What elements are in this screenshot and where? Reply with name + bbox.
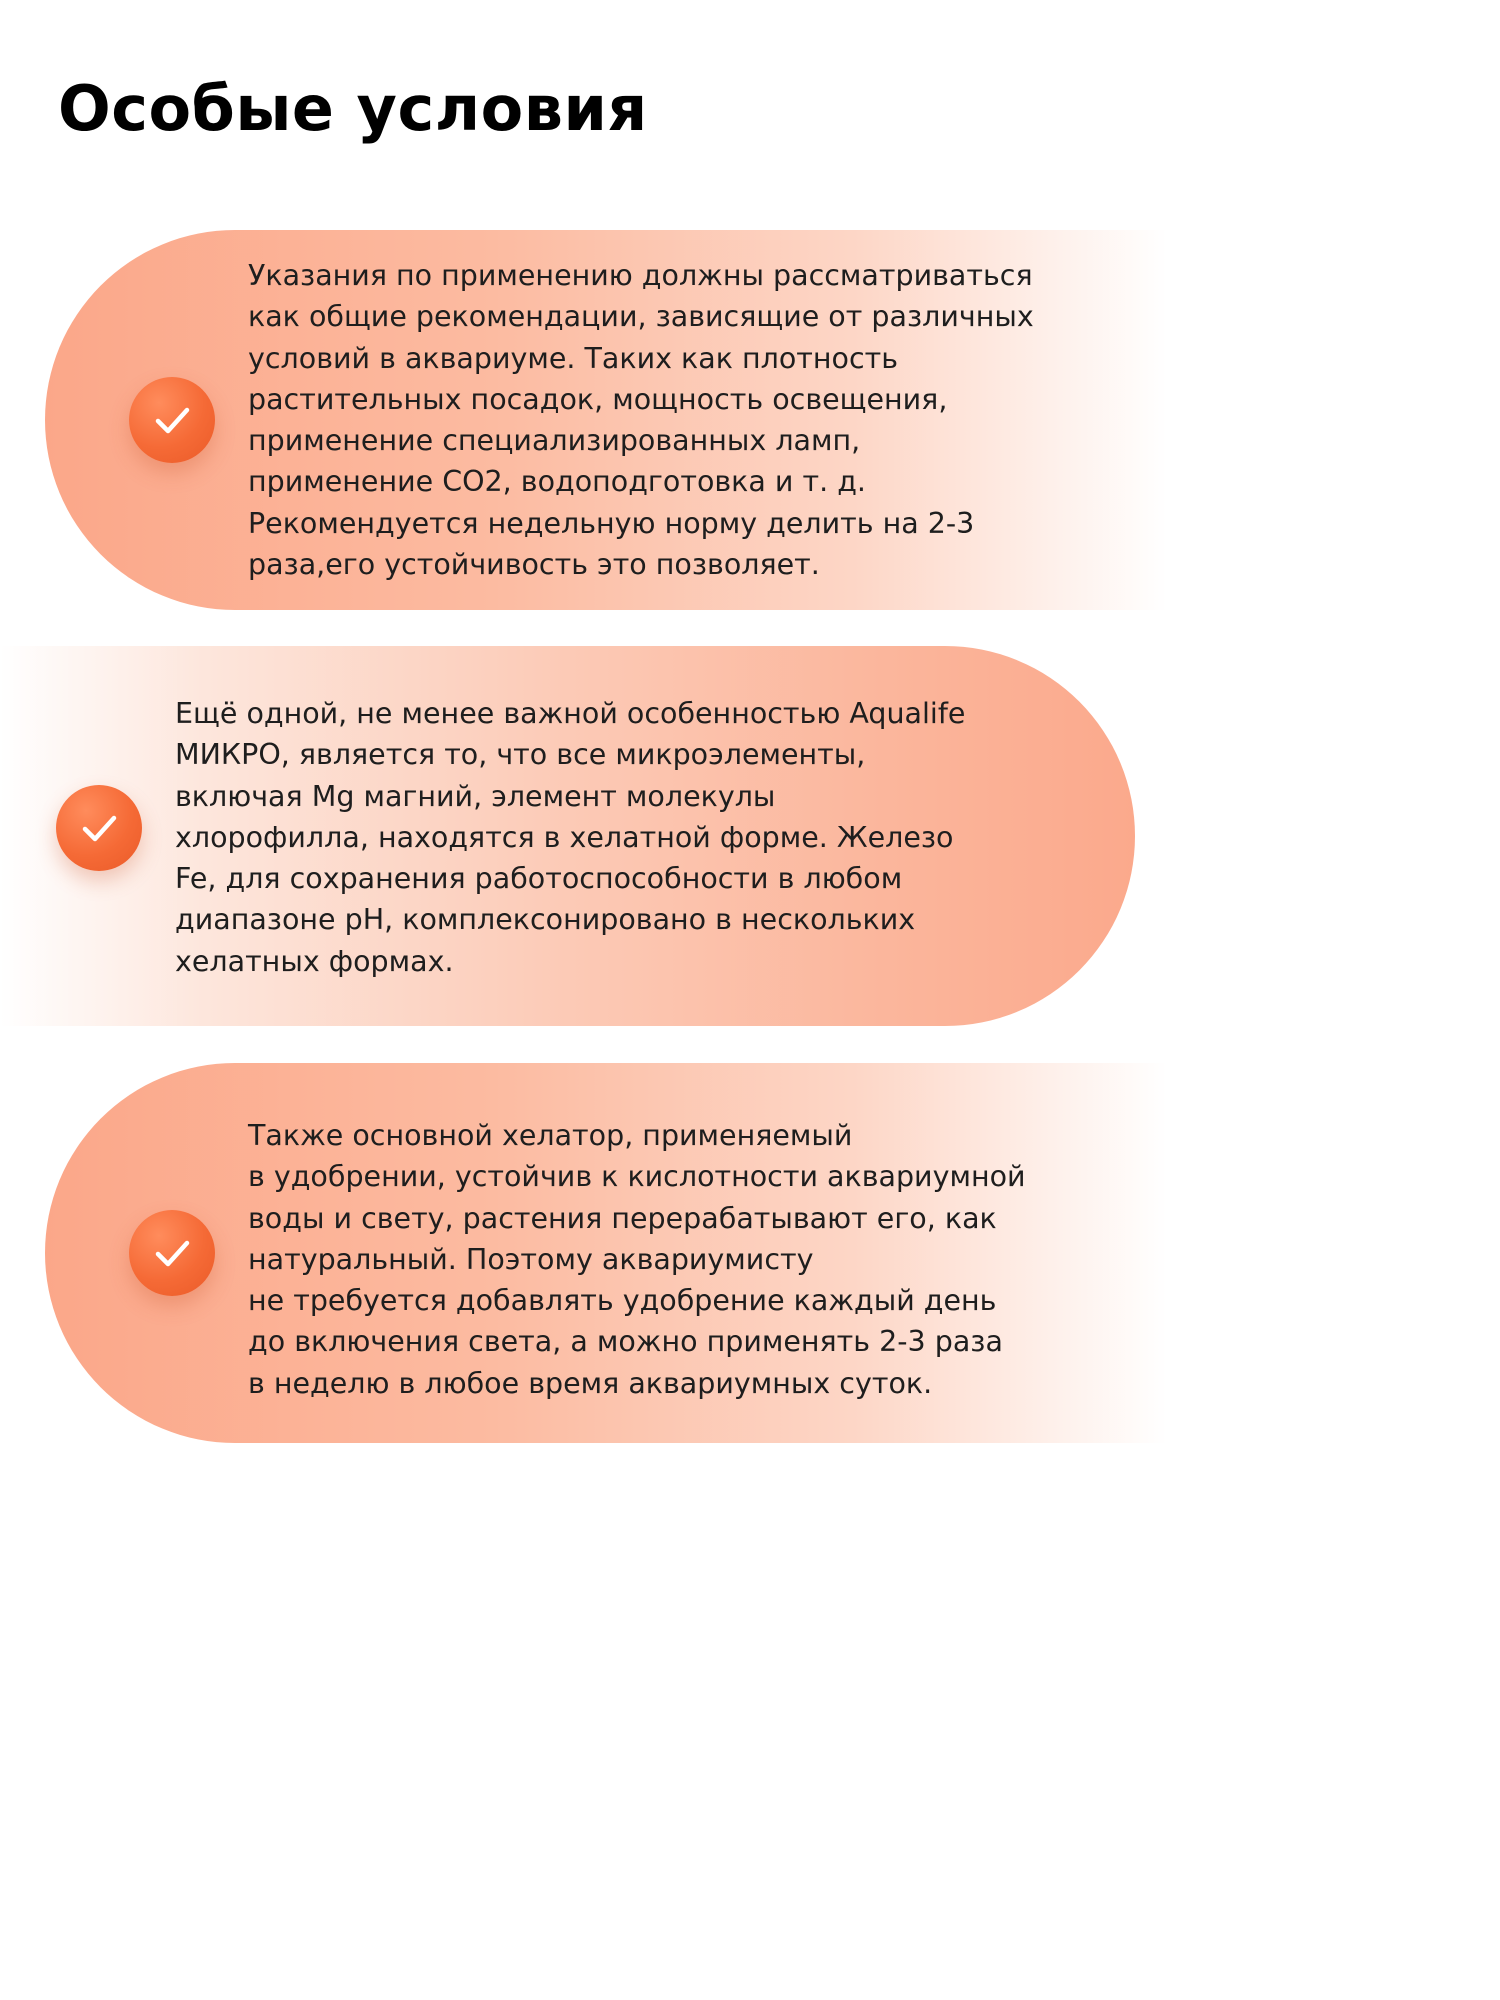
text-line: хлорофилла, находятся в хелатной форме. Железо	[175, 820, 954, 854]
condition-card-1	[45, 230, 1167, 610]
text-line: Указания по применению должны рассматриваться	[248, 259, 1033, 292]
text-line: в неделю в любое время аквариумных суток.	[248, 1366, 933, 1400]
text-line: Рекомендуется недельную норму делить на 2-3	[248, 506, 975, 540]
text-line: хелатных формах.	[175, 944, 454, 978]
card-3-text	[248, 1115, 1026, 1404]
text-line: натуральный. Поэтому аквариумисту	[248, 1242, 814, 1276]
text-line: как общие рекомендации, зависящие от различных	[248, 300, 1034, 334]
check-icon	[129, 1210, 215, 1296]
text-line: до включения света, а можно применять 2-3 раза	[248, 1325, 1003, 1359]
check-icon	[129, 377, 215, 463]
text-line: диапазоне pH, комплексонировано в нескольких	[175, 903, 916, 937]
text-line: Fe, для сохранения работоспособности в любом	[175, 862, 903, 896]
text-line: раза,его устойчивость это позволяет.	[248, 548, 820, 582]
condition-card-3	[45, 1063, 1167, 1443]
text-line: МИКРО, является то, что все микроэлементы,	[175, 738, 866, 772]
text-line: условий в аквариуме. Таких как плотность	[248, 341, 899, 375]
text-line: Также основной хелатор, применяемый	[248, 1119, 853, 1152]
card-1-text	[248, 255, 1034, 585]
text-line: воды и свету, растения перерабатывают его, как	[248, 1201, 997, 1235]
text-line: не требуется добавлять удобрение каждый день	[248, 1284, 997, 1318]
text-line: в удобрении, устойчив к кислотности аквариумной	[248, 1160, 1026, 1194]
text-line: применение CO2, водоподготовка и т. д.	[248, 465, 866, 499]
card-2-text	[175, 693, 965, 982]
text-line: Ещё одной, не менее важной особенностью Aqualife	[175, 697, 966, 730]
page-title: Особые условия	[58, 72, 648, 145]
condition-card-2	[0, 646, 1135, 1026]
text-line: включая Mg магний, элемент молекулы	[175, 779, 776, 813]
text-line: растительных посадок, мощность освещения,	[248, 382, 948, 416]
check-icon	[56, 785, 142, 871]
text-line: применение специализированных ламп,	[248, 424, 861, 458]
